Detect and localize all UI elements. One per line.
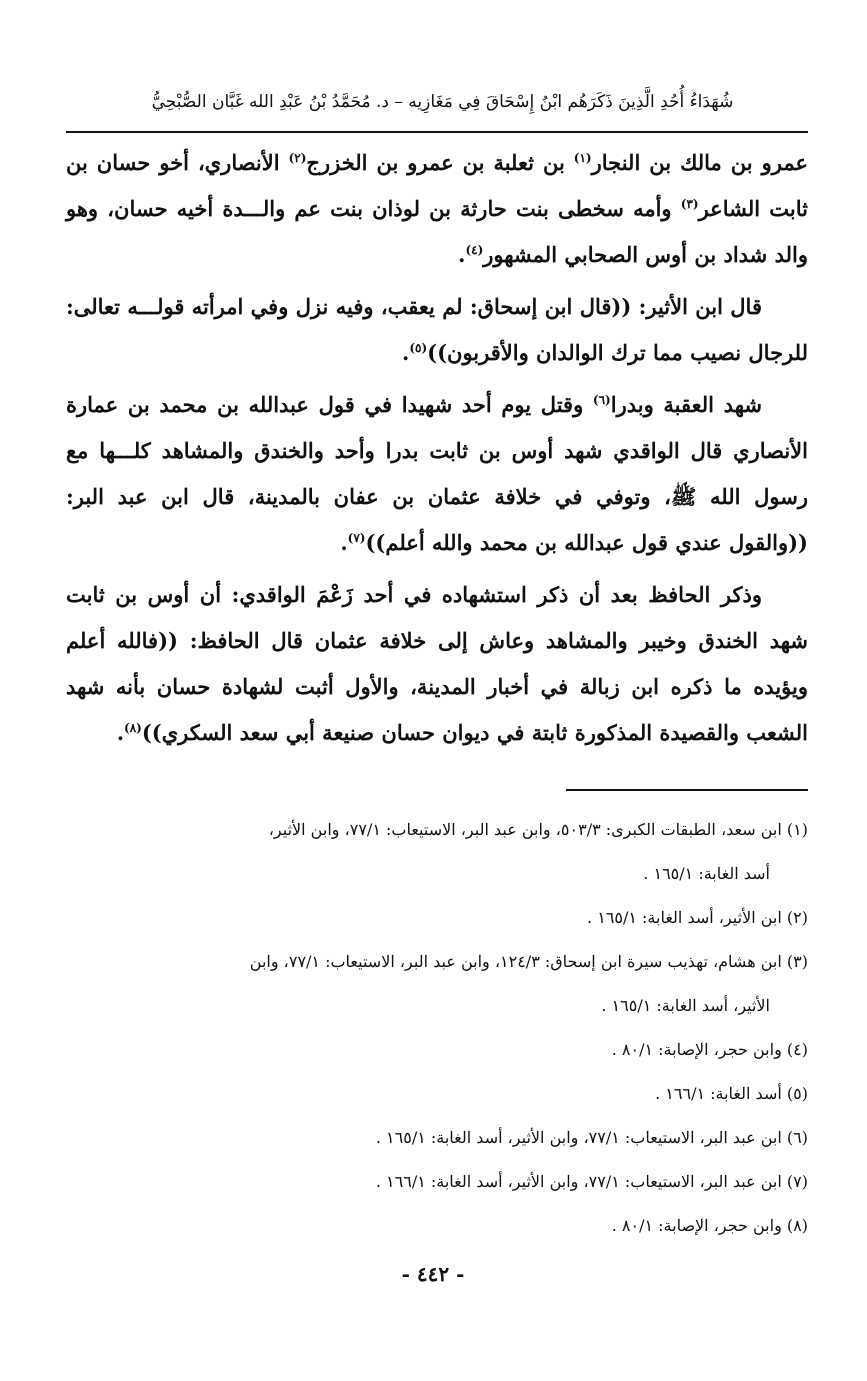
footnote-text-cont: أسد الغابة: ١٦٥/١ . <box>643 864 770 883</box>
footnote-ref[interactable]: (٨) <box>124 721 142 735</box>
footnote-2 <box>66 896 808 940</box>
footnote-text-cont: الأثير، أسد الغابة: ١٦٥/١ . <box>601 996 770 1015</box>
text-run: وأمه سخطى بنت حارثة بن لوذان بنت عم والـــدة أخيه حسان، وهو والد شداد بن أوس الصحابي المشهور <box>66 196 808 267</box>
paragraph-3 <box>66 382 808 566</box>
text-run: . <box>340 530 348 555</box>
text-run: الأنصاري، أخو حسان بن ثابت الشاعر <box>66 150 808 221</box>
footnote-number: (٣) <box>786 952 808 971</box>
footnote-number: (١) <box>786 820 808 839</box>
footnote-8 <box>66 1204 808 1248</box>
footnote-text: وابن حجر، الإصابة: ٨٠/١ . <box>611 1040 782 1059</box>
footnote-7 <box>66 1160 808 1204</box>
footnote-number: (٨) <box>786 1216 808 1235</box>
text-run: قال ابن الأثير: ((قال ابن إسحاق: لم يعقب، وفيه نزل وفي امرأته قولـــه تعالى: للرجال نصيب مما ترك الوالدان والأقربون)) <box>66 294 808 365</box>
main-text <box>66 140 808 762</box>
footnote-5 <box>66 1072 808 1116</box>
text-run: . <box>402 340 410 365</box>
page-number: - ٤٤٢ - <box>401 1262 465 1286</box>
text-run: وذكر الحافظ بعد أن ذكر استشهاده في أحد زَعْمَ الواقدي: أن أوس بن ثابت شهد الخندق وخيبر والمشاهد وعاش إلى خلافة عثمان قال الحافظ: ((فالله أعلم ويؤيده ما ذكره ابن زبالة في أخبار المدينة، والأول أثبت لشهادة حسان بأنه شهد الشعب والقصيدة المذكورة ثابتة في ديوان حسان صنيعة أبي سعد السكري)) <box>66 582 808 745</box>
footnote-ref[interactable]: (٧) <box>347 531 366 545</box>
footnote-1 <box>66 808 808 896</box>
footnote-text: ابن عبد البر، الاستيعاب: ٧٧/١، وابن الأثير، أسد الغابة: ١٦٦/١ . <box>375 1172 782 1191</box>
running-header: شُهَدَاءُ أُحُدِ الَّذِينَ ذَكَرَهُم ابْنُ إِسْحَاقَ فِي مَغَازِيه – د. مُحَمَّدُ بْنُ عَبْدِ الله غَبَّان الصُّبْحِيُّ <box>151 92 734 112</box>
text-run: عمرو بن مالك بن النجار <box>591 150 808 175</box>
footnote-ref[interactable]: (٦) <box>592 393 611 407</box>
footnote-ref[interactable]: (٤) <box>465 243 484 257</box>
footnote-4 <box>66 1028 808 1072</box>
text-run: وقتل يوم أحد شهيدا في قول عبدالله بن محمد بن عمارة الأنصاري قال الواقدي شهد أوس بن ثابت بدرا وأحد والخندق والمشاهد كلـــها مع رسول الله ﷺ، وتوفي في خلافة عثمان بن عفان بالمدينة، قال ابن عبد البر: ((والقول عندي قول عبدالله بن محمد والله أعلم)) <box>66 392 808 555</box>
footnotes-section <box>66 808 808 1248</box>
footnote-3 <box>66 940 808 1028</box>
text-run: بن ثعلبة بن عمرو بن الخزرج <box>306 150 574 175</box>
footnote-divider <box>566 789 808 791</box>
text-run: . <box>116 720 125 745</box>
paragraph-2 <box>66 284 808 376</box>
footnote-text: ابن الأثير، أسد الغابة: ١٦٥/١ . <box>587 908 782 927</box>
footnote-number: (٥) <box>786 1084 808 1103</box>
footnote-text: ابن عبد البر، الاستيعاب: ٧٧/١، وابن الأثير، أسد الغابة: ١٦٥/١ . <box>375 1128 782 1147</box>
header-divider <box>66 131 808 133</box>
footnote-number: (٤) <box>786 1040 808 1059</box>
paragraph-1 <box>66 140 808 278</box>
footnote-ref[interactable]: (٣) <box>680 197 699 211</box>
footnote-ref[interactable]: (٥) <box>409 341 428 355</box>
footnote-text: ابن هشام، تهذيب سيرة ابن إسحاق: ١٢٤/٣، وابن عبد البر، الاستيعاب: ٧٧/١، وابن <box>249 952 782 971</box>
footnote-6 <box>66 1116 808 1160</box>
footnote-number: (٧) <box>786 1172 808 1191</box>
footnote-text: وابن حجر، الإصابة: ٨٠/١ . <box>611 1216 782 1235</box>
footnote-text: ابن سعد، الطبقات الكبرى: ٥٠٣/٣، وابن عبد البر، الاستيعاب: ٧٧/١، وابن الأثير، <box>268 820 782 839</box>
footnote-ref[interactable]: (٢) <box>288 151 307 165</box>
footnote-ref[interactable]: (١) <box>573 151 592 165</box>
text-run: . <box>458 242 466 267</box>
text-run: شهد العقبة وبدرا <box>610 392 762 417</box>
footnote-number: (٦) <box>786 1128 808 1147</box>
paragraph-4 <box>66 572 808 756</box>
footnote-text: أسد الغابة: ١٦٦/١ . <box>655 1084 782 1103</box>
footnote-number: (٢) <box>786 908 808 927</box>
